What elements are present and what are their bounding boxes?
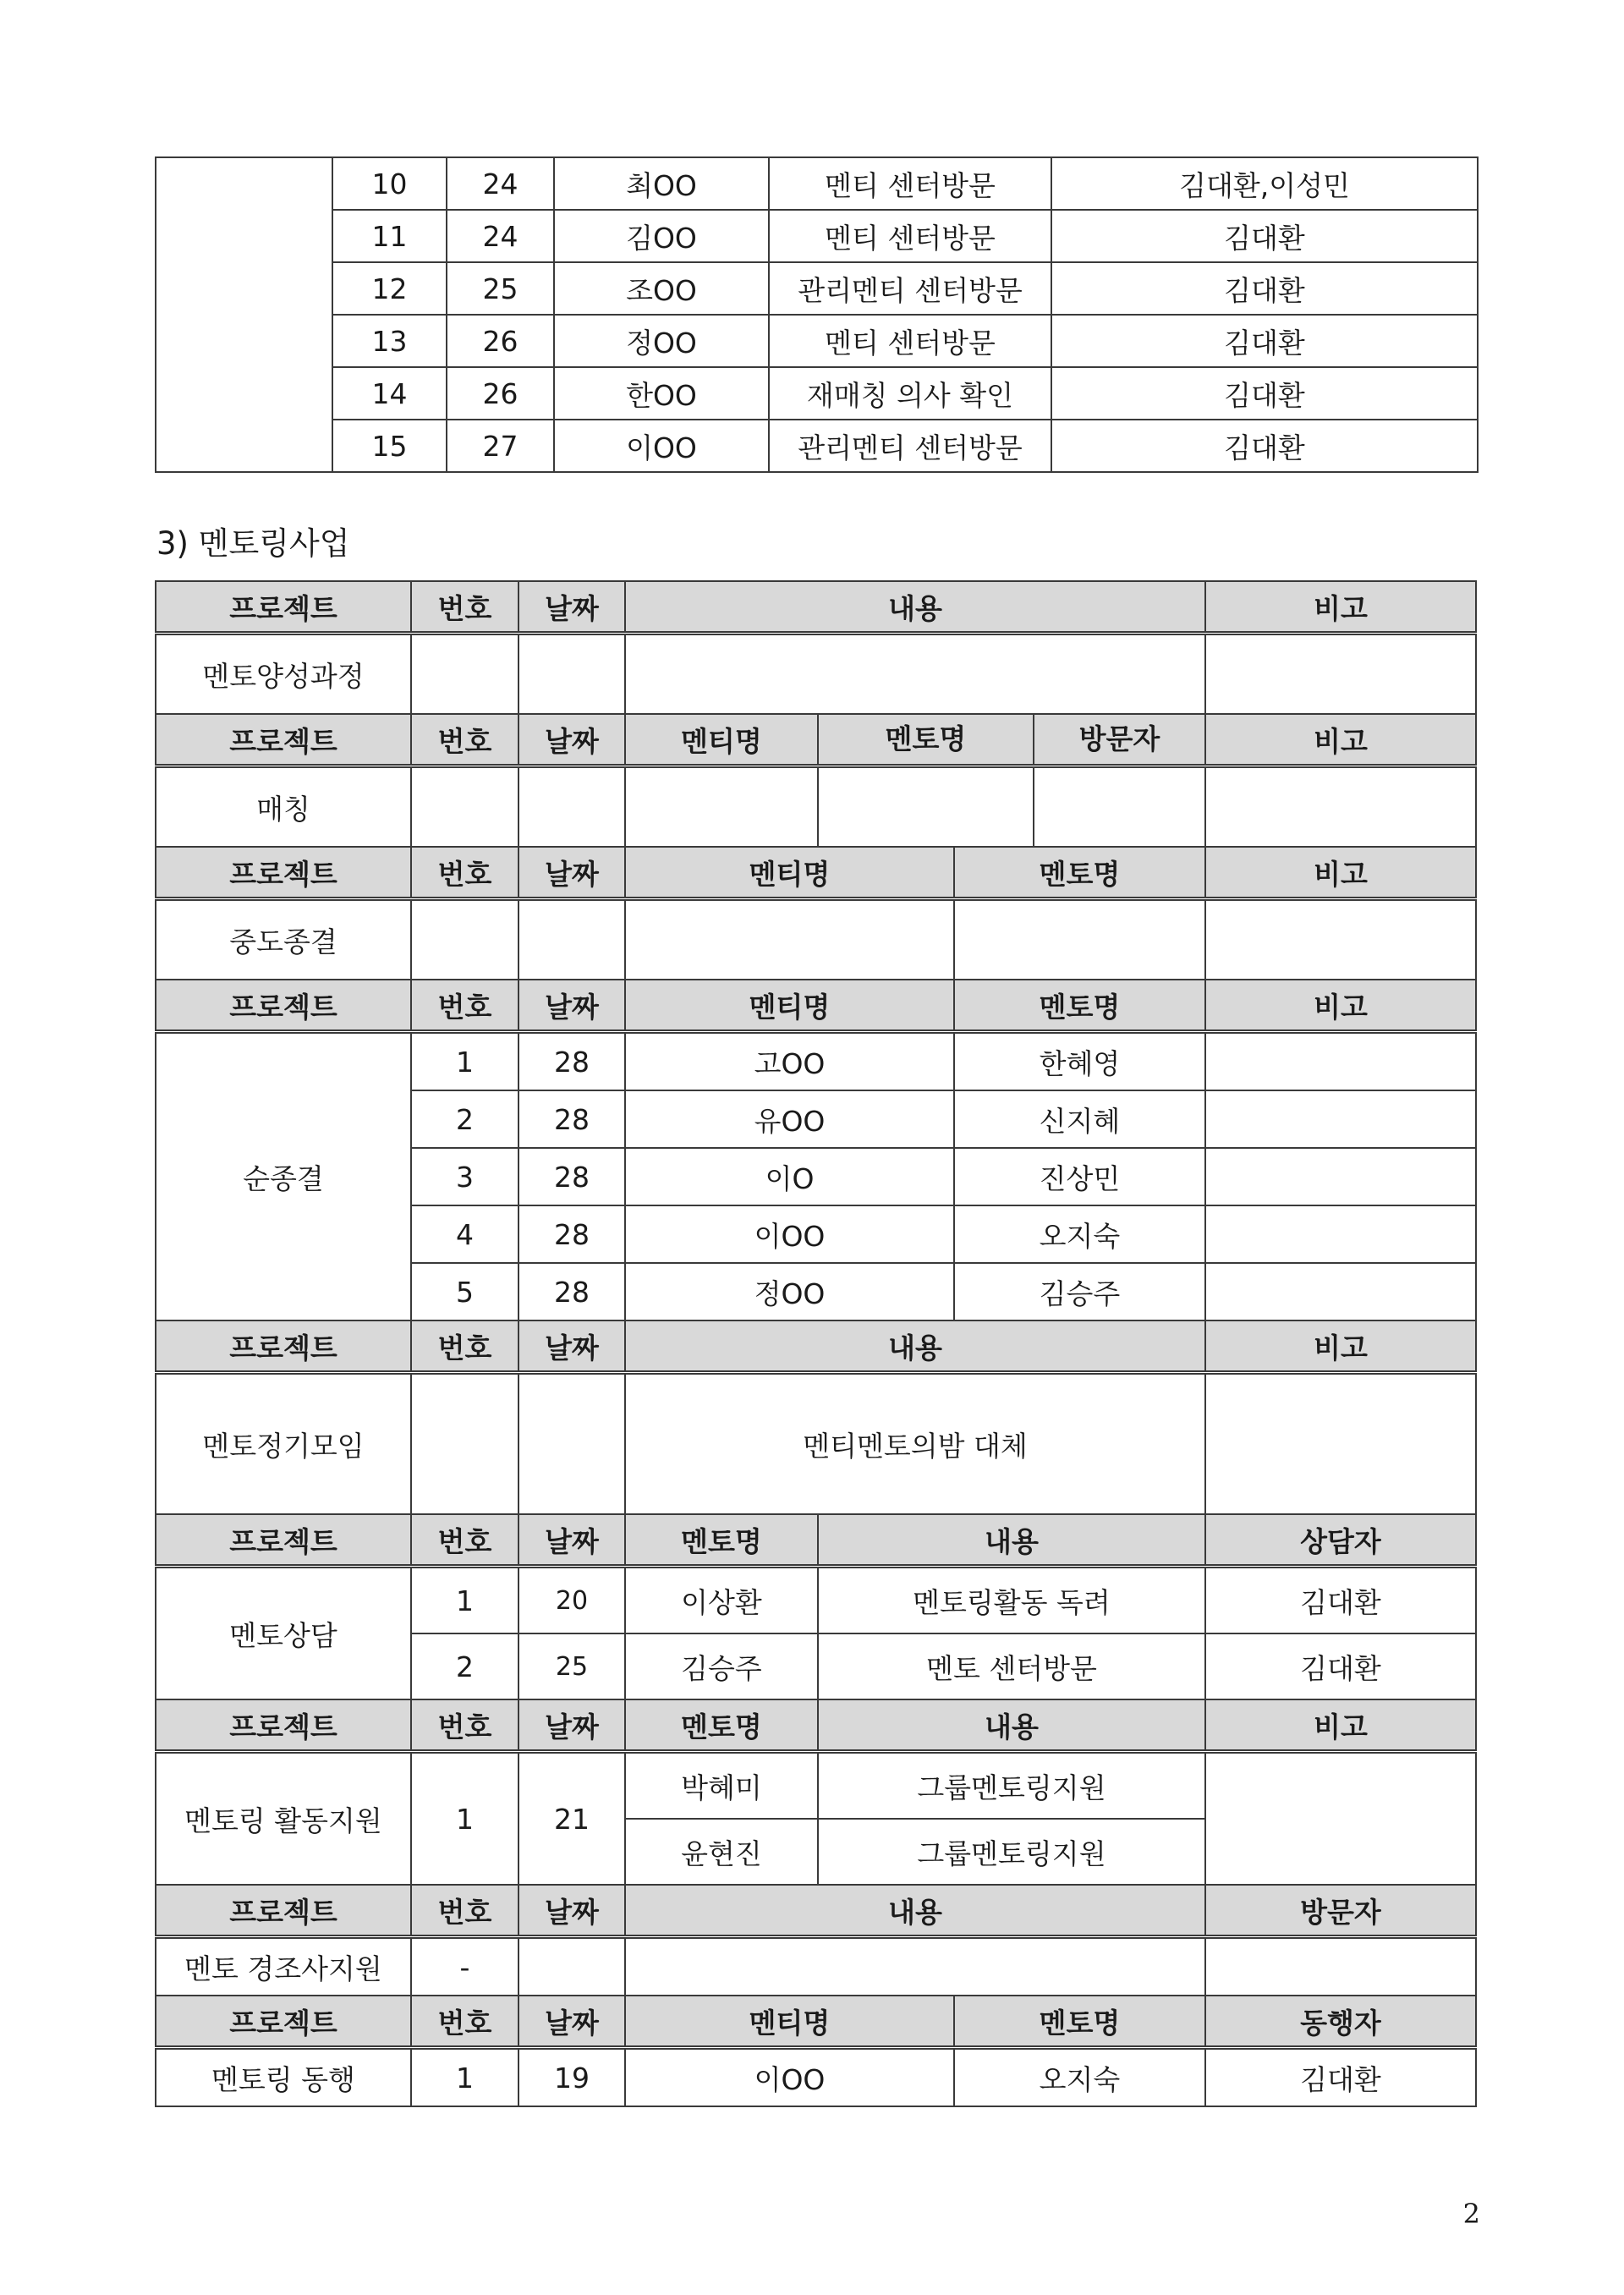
cell-content: 관리멘티 센터방문 — [769, 262, 1051, 315]
cell-project: 멘토링 동행 — [156, 2048, 411, 2107]
header-number: 번호 — [411, 1885, 518, 1937]
table-row — [156, 1937, 1476, 1996]
cell-project: 멘토상담 — [156, 1567, 411, 1700]
cell-date: 25 — [447, 262, 554, 315]
cell-note — [1205, 1205, 1476, 1263]
header-date: 날짜 — [518, 1514, 625, 1567]
header-content: 내용 — [818, 1514, 1205, 1567]
header-number: 번호 — [411, 1996, 518, 2048]
header-note: 비고 — [1205, 980, 1476, 1032]
cell-note — [1205, 1090, 1476, 1148]
cell-number — [411, 1373, 518, 1515]
cell-number: - — [411, 1937, 518, 1996]
header-mentee: 멘티명 — [625, 847, 954, 899]
header-note: 비고 — [1205, 714, 1476, 766]
header-mentor: 멘토명 — [625, 1514, 818, 1567]
header-project: 프로젝트 — [156, 581, 411, 634]
cell-mentor: 한혜영 — [954, 1032, 1205, 1091]
cell-date — [518, 899, 625, 980]
table-row — [156, 899, 1476, 980]
cell-number: 4 — [411, 1205, 518, 1263]
visit-log-table — [155, 156, 1479, 473]
cell-content: 그룹멘토링지원 — [818, 1819, 1205, 1885]
cell-number: 14 — [332, 367, 447, 420]
cell-date: 28 — [518, 1032, 625, 1091]
cell-content: 멘티 센터방문 — [769, 210, 1051, 262]
cell-note — [1205, 1148, 1476, 1205]
cell-content: 관리멘티 센터방문 — [769, 420, 1051, 472]
cell-date: 28 — [518, 1090, 625, 1148]
header-number: 번호 — [411, 1514, 518, 1567]
header-number: 번호 — [411, 581, 518, 634]
cell-name: 이OO — [554, 420, 769, 472]
header-mentor: 멘토명 — [954, 847, 1205, 899]
cell-date — [518, 766, 625, 848]
cell-mentee: 유OO — [625, 1090, 954, 1148]
cell-mentee — [625, 766, 818, 848]
header-date: 날짜 — [518, 980, 625, 1032]
header-project: 프로젝트 — [156, 714, 411, 766]
section-heading: 3) 멘토링사업 — [156, 525, 350, 562]
cell-content: 그룹멘토링지원 — [818, 1752, 1205, 1820]
header-mentor: 멘토명 — [954, 980, 1205, 1032]
cell-date: 28 — [518, 1263, 625, 1320]
header-mentor: 멘토명 — [625, 1699, 818, 1752]
table-row — [156, 420, 1478, 472]
table-row — [156, 1373, 1476, 1515]
cell-number — [411, 899, 518, 980]
header-note: 비고 — [1205, 581, 1476, 634]
header-date: 날짜 — [518, 847, 625, 899]
table-row — [156, 1567, 1476, 1634]
cell-date: 20 — [518, 1567, 625, 1634]
cell-mentor — [954, 899, 1205, 980]
header-number: 번호 — [411, 1699, 518, 1752]
header-mentee: 멘티명 — [625, 714, 818, 766]
cell-date: 26 — [447, 367, 554, 420]
cell-date: 24 — [447, 210, 554, 262]
header-content: 내용 — [625, 1320, 1205, 1373]
table-row — [156, 367, 1478, 420]
cell-number: 3 — [411, 1148, 518, 1205]
cell-content: 멘토링활동 독려 — [818, 1567, 1205, 1634]
cell-name: 조OO — [554, 262, 769, 315]
table-row — [156, 2048, 1476, 2107]
cell-date: 21 — [518, 1752, 625, 1886]
header-note: 비고 — [1205, 1699, 1476, 1752]
cell-content: 멘티멘토의밤 대체 — [625, 1373, 1205, 1515]
header-number: 번호 — [411, 980, 518, 1032]
cell-content: 멘토 센터방문 — [818, 1633, 1205, 1699]
table-row — [156, 1752, 1476, 1820]
header-date: 날짜 — [518, 1996, 625, 2048]
cell-note — [1205, 1263, 1476, 1320]
cell-date: 24 — [447, 157, 554, 210]
cell-number: 1 — [411, 2048, 518, 2107]
cell-mentor: 신지혜 — [954, 1090, 1205, 1148]
cell-project: 멘토링 활동지원 — [156, 1752, 411, 1886]
cell-mentee: 고OO — [625, 1032, 954, 1091]
table-row — [156, 766, 1476, 848]
cell-staff: 김대환 — [1051, 315, 1478, 367]
header-row — [156, 980, 1476, 1032]
table-row — [156, 634, 1476, 715]
cell-staff: 김대환 — [1051, 367, 1478, 420]
header-content: 내용 — [625, 581, 1205, 634]
header-mentee: 멘티명 — [625, 980, 954, 1032]
cell-project: 멘토양성과정 — [156, 634, 411, 715]
cell-counselor: 김대환 — [1205, 1567, 1476, 1634]
cell-date — [518, 634, 625, 715]
header-companion: 동행자 — [1205, 1996, 1476, 2048]
cell-mentor: 윤현진 — [625, 1819, 818, 1885]
header-number: 번호 — [411, 1320, 518, 1373]
header-project: 프로젝트 — [156, 1699, 411, 1752]
header-date: 날짜 — [518, 581, 625, 634]
cell-mentor: 오지숙 — [954, 1205, 1205, 1263]
header-project: 프로젝트 — [156, 1514, 411, 1567]
header-note: 비고 — [1205, 1320, 1476, 1373]
header-project: 프로젝트 — [156, 1885, 411, 1937]
cell-note — [1205, 1032, 1476, 1091]
header-mentor: 멘토명 — [819, 715, 1034, 764]
cell-mentor: 김승주 — [954, 1263, 1205, 1320]
cell-project: 멘토정기모임 — [156, 1373, 411, 1515]
cell-mentee: 이OO — [625, 1205, 954, 1263]
header-note: 비고 — [1205, 847, 1476, 899]
table-row — [156, 262, 1478, 315]
header-visitor: 방문자 — [1078, 722, 1160, 755]
cell-mentor: 이상환 — [625, 1567, 818, 1634]
header-date: 날짜 — [518, 714, 625, 766]
cell-date: 25 — [518, 1633, 625, 1699]
cell-number: 12 — [332, 262, 447, 315]
cell-content: 멘티 센터방문 — [769, 315, 1051, 367]
header-content: 내용 — [625, 1885, 1205, 1937]
cell-mentee: 이OO — [625, 2048, 954, 2107]
cell-name: 김OO — [554, 210, 769, 262]
cell-content — [625, 1937, 1205, 1996]
header-number: 번호 — [411, 714, 518, 766]
cell-number — [411, 766, 518, 848]
cell-date: 28 — [518, 1148, 625, 1205]
header-row — [156, 1320, 1476, 1373]
header-counselor: 상담자 — [1205, 1514, 1476, 1567]
cell-name: 한OO — [554, 367, 769, 420]
cell-note — [1205, 1752, 1476, 1886]
header-project: 프로젝트 — [156, 1996, 411, 2048]
cell-note — [1205, 899, 1476, 980]
header-date: 날짜 — [518, 1699, 625, 1752]
header-row — [156, 1885, 1476, 1937]
header-mentee: 멘티명 — [625, 1996, 954, 2048]
cell-content — [625, 634, 1205, 715]
cell-number: 1 — [411, 1032, 518, 1091]
cell-content: 멘티 센터방문 — [769, 157, 1051, 210]
cell-staff: 김대환 — [1051, 262, 1478, 315]
cell-staff: 김대환 — [1051, 420, 1478, 472]
cell-staff: 김대환 — [1051, 210, 1478, 262]
cell-date: 19 — [518, 2048, 625, 2107]
cell-mentor: 박혜미 — [625, 1752, 818, 1820]
cell-number: 13 — [332, 315, 447, 367]
cell-note — [1205, 766, 1476, 848]
cell-name: 정OO — [554, 315, 769, 367]
merged-project-cell — [156, 157, 332, 472]
cell-project: 멘토 경조사지원 — [156, 1937, 411, 1996]
page-number: 2 — [1462, 2198, 1480, 2230]
cell-visitor — [1205, 1937, 1476, 1996]
cell-mentee: 정OO — [625, 1263, 954, 1320]
header-project: 프로젝트 — [156, 980, 411, 1032]
header-project: 프로젝트 — [156, 1320, 411, 1373]
cell-number: 15 — [332, 420, 447, 472]
cell-project: 중도종결 — [156, 899, 411, 980]
header-content: 내용 — [818, 1699, 1205, 1752]
cell-number: 2 — [411, 1090, 518, 1148]
cell-visitor — [1034, 768, 1204, 846]
cell-date — [518, 1373, 625, 1515]
cell-staff: 김대환,이성민 — [1051, 157, 1478, 210]
table-row — [156, 210, 1478, 262]
header-row — [156, 581, 1476, 634]
cell-mentor: 진상민 — [954, 1148, 1205, 1205]
header-number: 번호 — [411, 847, 518, 899]
cell-mentee: 이O — [625, 1148, 954, 1205]
cell-date: 28 — [518, 1205, 625, 1263]
cell-content: 재매칭 의사 확인 — [769, 367, 1051, 420]
cell-number: 10 — [332, 157, 447, 210]
cell-number — [411, 634, 518, 715]
cell-number: 1 — [411, 1567, 518, 1634]
table-row — [156, 157, 1478, 210]
cell-number: 2 — [411, 1633, 518, 1699]
header-row — [156, 1996, 1476, 2048]
cell-mentor: 오지숙 — [954, 2048, 1205, 2107]
cell-counselor: 김대환 — [1205, 1633, 1476, 1699]
cell-mentor — [819, 768, 1034, 846]
cell-mentor-visitor — [818, 766, 1205, 848]
cell-note — [1205, 634, 1476, 715]
cell-mentor: 김승주 — [625, 1633, 818, 1699]
cell-companion: 김대환 — [1205, 2048, 1476, 2107]
mentoring-table — [155, 580, 1477, 2107]
header-date: 날짜 — [518, 1320, 625, 1373]
cell-number: 11 — [332, 210, 447, 262]
header-mentor-visitor — [818, 714, 1205, 766]
table-row — [156, 315, 1478, 367]
header-row — [156, 714, 1476, 766]
cell-note — [1205, 1373, 1476, 1515]
cell-number: 1 — [411, 1752, 518, 1886]
table-row — [156, 1032, 1476, 1091]
cell-date: 27 — [447, 420, 554, 472]
header-project: 프로젝트 — [156, 847, 411, 899]
cell-mentee — [625, 899, 954, 980]
cell-project: 매칭 — [156, 766, 411, 848]
header-row — [156, 1514, 1476, 1567]
header-row — [156, 847, 1476, 899]
cell-number: 5 — [411, 1263, 518, 1320]
header-visitor: 방문자 — [1205, 1885, 1476, 1937]
cell-date — [518, 1937, 625, 1996]
header-mentor: 멘토명 — [954, 1996, 1205, 2048]
cell-name: 최OO — [554, 157, 769, 210]
header-row — [156, 1699, 1476, 1752]
cell-date: 26 — [447, 315, 554, 367]
header-date: 날짜 — [518, 1885, 625, 1937]
cell-project: 순종결 — [156, 1032, 411, 1321]
